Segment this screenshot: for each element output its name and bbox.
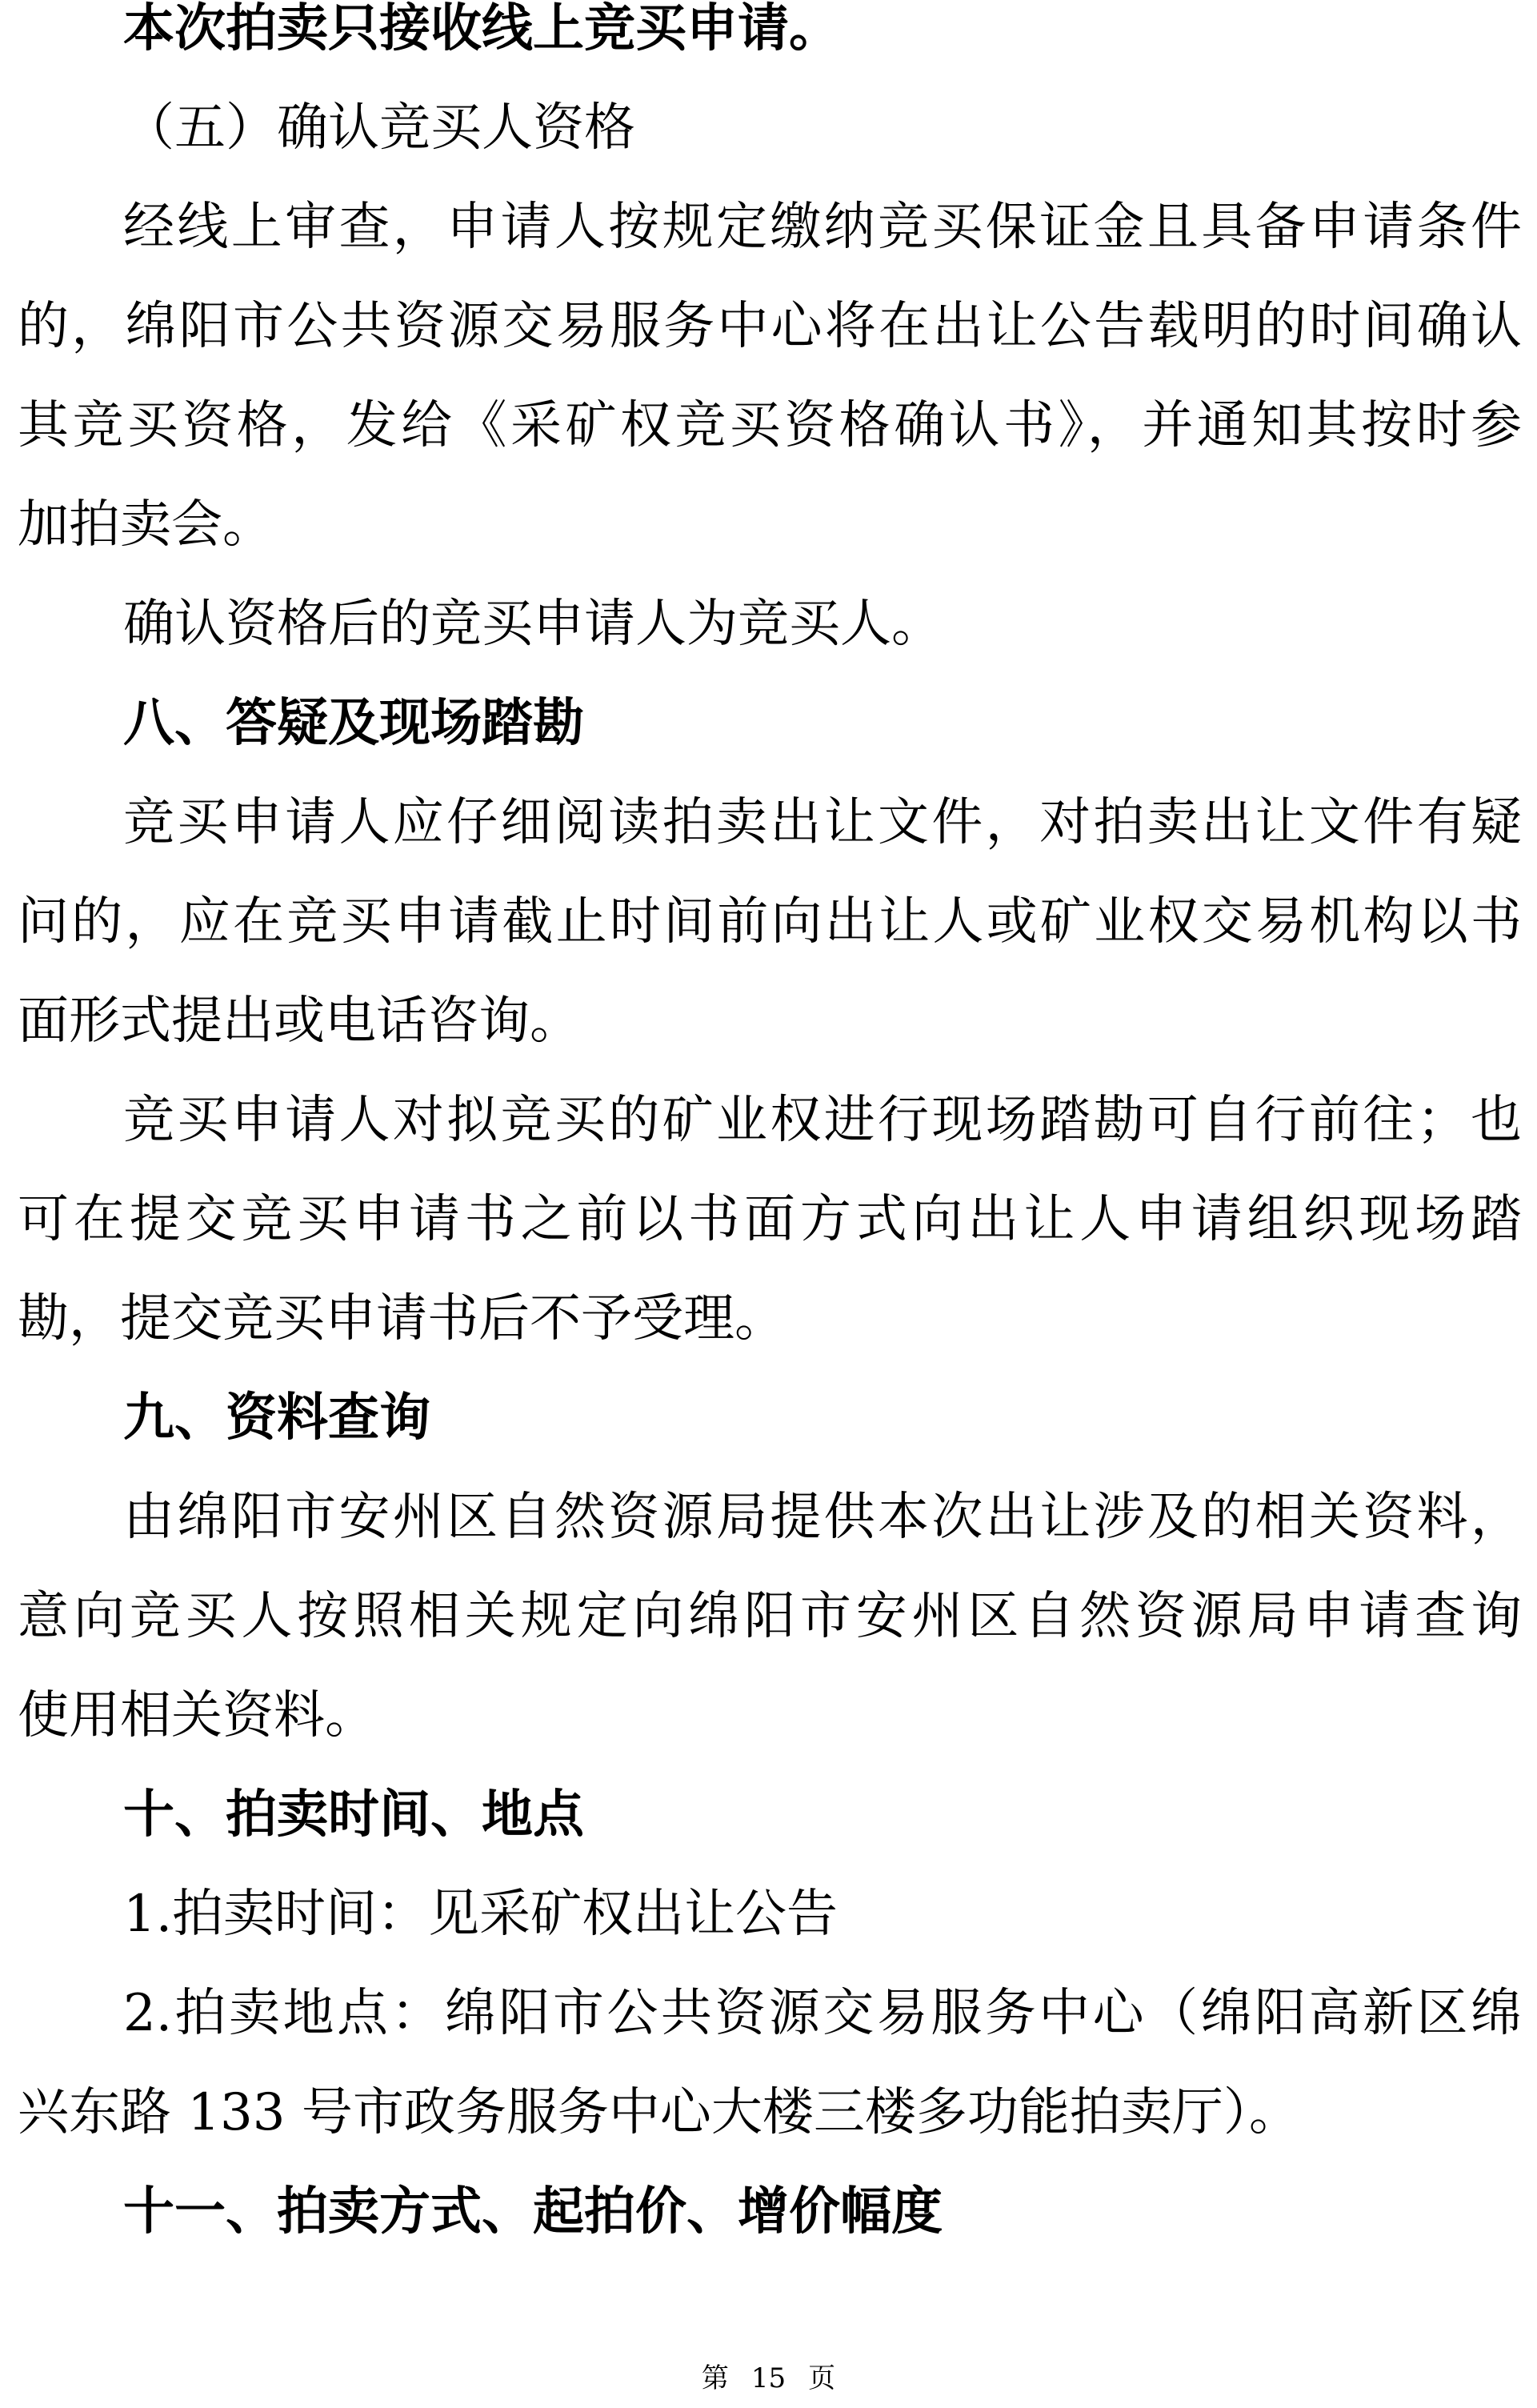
section-heading: 十一、拍卖方式、起拍价、增价幅度: [123, 2182, 943, 2242]
sub-heading: （五）确认竞买人资格: [123, 98, 635, 158]
paragraph-line: 使用相关资料。: [18, 1686, 376, 1745]
paragraph-line: 问的，应在竞买申请截止时间前向出让人或矿业权交易机构以书: [18, 892, 1522, 952]
paragraph-line: 的，绵阳市公共资源交易服务中心将在出让公告载明的时间确认: [18, 297, 1522, 356]
paragraph-line: 可在提交竞买申请书之前以书面方式向出让人申请组织现场踏: [18, 1190, 1522, 1249]
paragraph-line: 意向竞买人按照相关规定向绵阳市安州区自然资源局申请查询: [18, 1587, 1522, 1646]
page-suffix: 页: [808, 2362, 836, 2394]
paragraph-line: 竞买申请人应仔细阅读拍卖出让文件，对拍卖出让文件有疑: [123, 793, 1522, 852]
page-prefix: 第: [701, 2362, 729, 2394]
paragraph-line: 1.拍卖时间：见采矿权出让公告: [123, 1885, 839, 1944]
paragraph-line: 本次拍卖只接收线上竞买申请。: [123, 0, 840, 58]
paragraph-line: 竞买申请人对拟竞买的矿业权进行现场踏勘可自行前往；也: [123, 1091, 1522, 1150]
paragraph-line: 确认资格后的竞买申请人为竞买人。: [123, 595, 943, 654]
section-heading: 八、答疑及现场踏勘: [123, 693, 584, 753]
page-number: 15: [750, 2362, 787, 2394]
section-heading: 十、拍卖时间、地点: [123, 1785, 584, 1845]
paragraph-line: 其竞买资格，发给《采矿权竞买资格确认书》，并通知其按时参: [18, 396, 1522, 455]
paragraph-line: 兴东路 133 号市政务服务中心大楼三楼多功能拍卖厅）。: [18, 2083, 1300, 2142]
paragraph-line: 勘，提交竞买申请书后不予受理。: [18, 1289, 786, 1348]
paragraph-line: 面形式提出或电话咨询。: [18, 992, 581, 1051]
paragraph-line: 经线上审查，申请人按规定缴纳竞买保证金且具备申请条件: [123, 198, 1522, 257]
paragraph-line: 加拍卖会。: [18, 495, 274, 555]
section-heading: 九、资料查询: [123, 1388, 430, 1448]
paragraph-line: 2.拍卖地点：绵阳市公共资源交易服务中心（绵阳高新区绵: [123, 1984, 1522, 2043]
page-footer: [0, 2361, 1537, 2396]
paragraph-line: 由绵阳市安州区自然资源局提供本次出让涉及的相关资料，: [123, 1488, 1522, 1547]
